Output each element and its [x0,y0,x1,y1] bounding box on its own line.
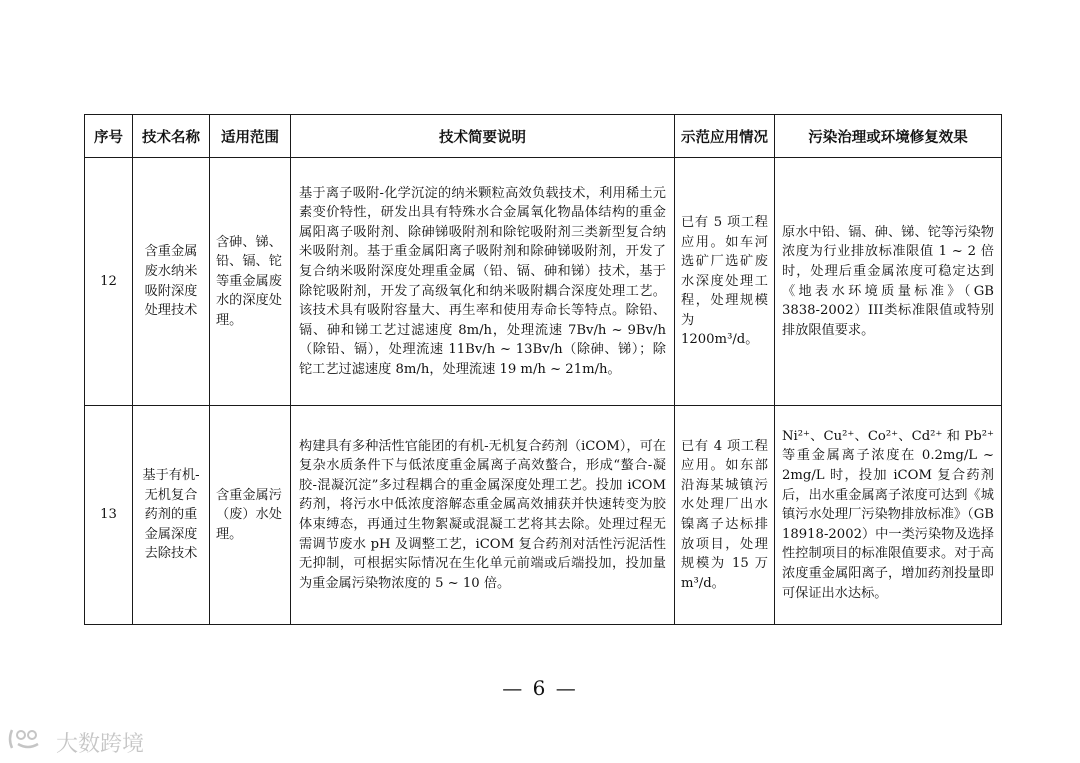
table-row [85,406,1002,625]
header-effect: 污染治理或环境修复效果 [775,115,1002,158]
cell-desc: 构建具有多种活性官能团的有机-无机复合药剂（iCOM），可在复杂水质条件下与低浓度重金属离子高效螯合，形成“螯合-凝胶-混凝沉淀”多过程耦合的重金属深度处理工艺。投加 iCOM 药剂，将污水中低浓度溶解态重金属高效捕获并快速转变为胶体束缚态，再通过生物絮凝或混凝工艺将其去除。处理过程无需调节废水 pH 及调整工艺，iCOM 复合药剂对活性污泥活性无抑制，可根据实际情况在生化单元前端或后端投加，投加量为重金属污染物浓度的 5 ~ 10 倍。 [291,406,675,625]
header-demo: 示范应用情况 [675,115,775,158]
technology-table [84,114,1002,625]
watermark-text: 大数跨境 [56,731,145,757]
cell-scope: 含重金属污（废）水处理。 [210,406,291,625]
cell-demo: 已有 5 项工程应用。如车河选矿厂选矿废水深度处理工程，处理规模为 1200m³/d。 [675,158,775,406]
header-name: 技术名称 [133,115,210,158]
cell-name: 基于有机-无机复合药剂的重金属深度去除技术 [133,406,210,625]
cell-demo: 已有 4 项工程应用。如东部沿海某城镇污水处理厂出水镍离子达标排放项目，处理规模为 15 万 m³/d。 [675,406,775,625]
cell-effect: 原水中铅、镉、砷、锑、铊等污染物浓度为行业排放标准限值 1 ~ 2 倍时，处理后重金属浓度可稳定达到《地表水环境质量标准》（GB 3838-2002）III类标准限值或特别排放限值要求。 [775,158,1002,406]
table-header-row [85,115,1002,158]
header-desc: 技术简要说明 [291,115,675,158]
cell-seq: 13 [85,406,133,625]
header-scope: 适用范围 [210,115,291,158]
cell-seq: 12 [85,158,133,406]
header-seq: 序号 [85,115,133,158]
cell-effect: Ni²⁺、Cu²⁺、Co²⁺、Cd²⁺ 和 Pb²⁺ 等重金属离子浓度在 0.2mg/L ~ 2mg/L 时，投加 iCOM 复合药剂后，出水重金属离子浓度可达到《城镇污水处理厂污染物排放标准》（GB 18918-2002）中一类污染物及选择性控制项目的标准限值要求。对于高浓度重金属阳离子，增加药剂投量即可保证出水达标。 [775,406,1002,625]
table-row [85,158,1002,406]
cell-scope: 含砷、锑、铅、镉、铊等重金属废水的深度处理。 [210,158,291,406]
logo-icon [6,726,50,758]
watermark [6,727,144,757]
cell-name: 含重金属废水纳米吸附深度处理技术 [133,158,210,406]
page-number: — 6 — [502,676,578,700]
cell-desc: 基于离子吸附-化学沉淀的纳米颗粒高效负载技术，利用稀土元素变价特性，研发出具有特殊水合金属氧化物晶体结构的重金属阳离子吸附剂、除砷锑吸附剂和除铊吸附剂三类新型复合纳米吸附剂。基于重金属阳离子吸附剂和除砷锑吸附剂，开发了复合纳米吸附深度处理重金属（铅、镉、砷和锑）技术，基于除铊吸附剂，开发了高级氧化和纳米吸附耦合深度处理工艺。该技术具有吸附容量大、再生率和使用寿命长等特点。除铅、镉、砷和锑工艺过滤速度 8m/h，处理流速 7Bv/h ~ 9Bv/h（除铅、镉），处理流速 11Bv/h ~ 13Bv/h（除砷、锑）；除铊工艺过滤速度 8m/h，处理流速 19 m/h ~ 21m/h。 [291,158,675,406]
